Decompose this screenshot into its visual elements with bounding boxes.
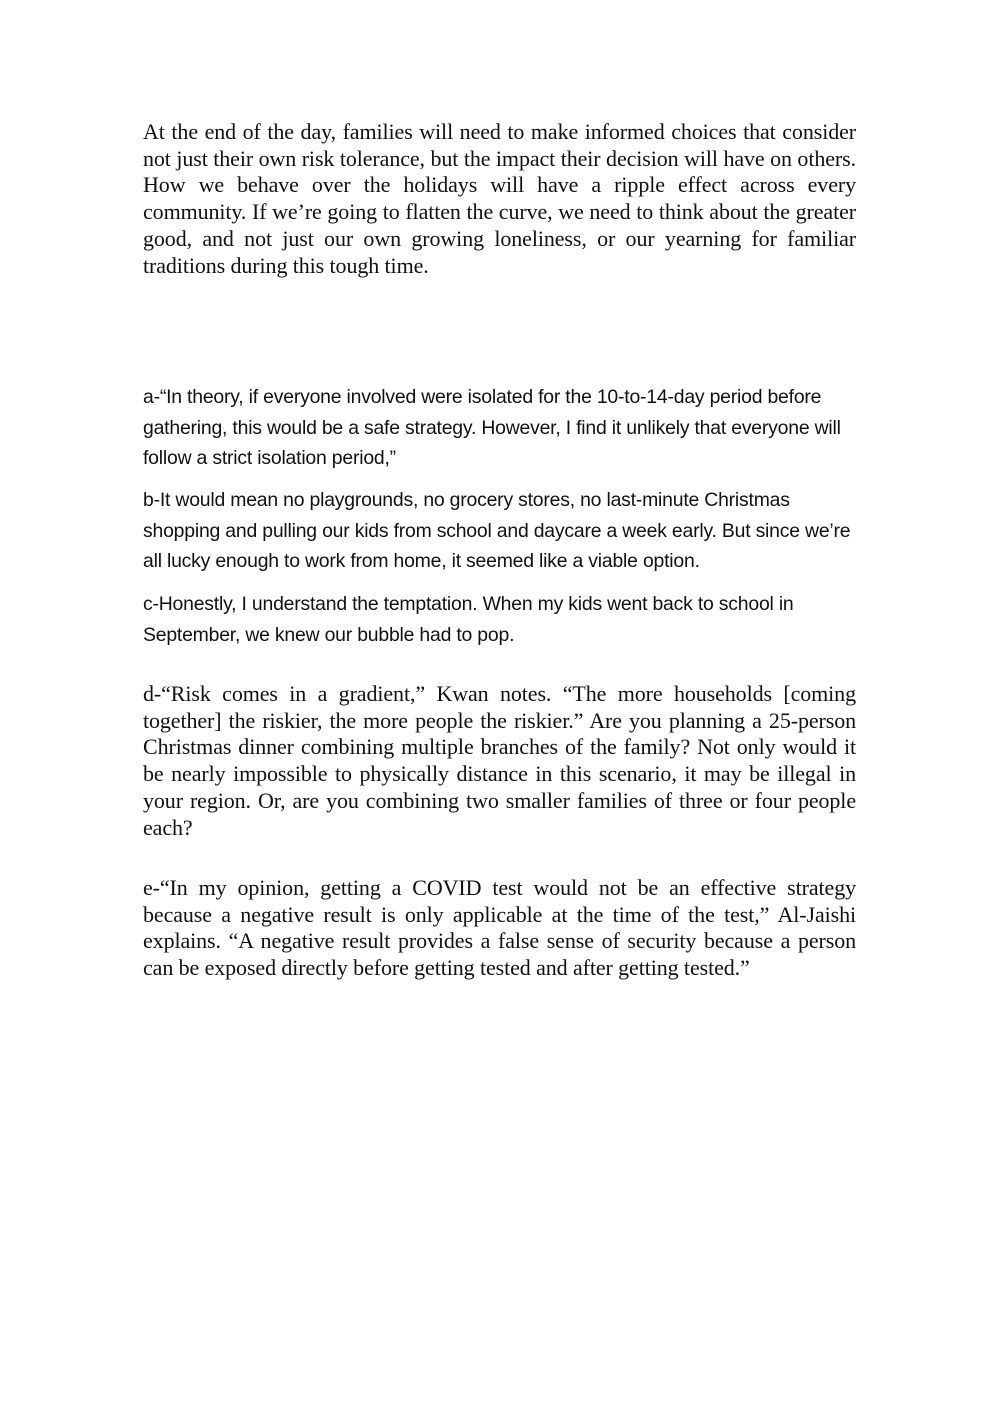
option-d-paragraph: d-“Risk comes in a gradient,” Kwan notes. “The more households [coming together] the riskier, the more people the riskier.” Are you planning a 25-person Christmas dinner combining multiple branches of the family? Not only would it be nearly impossible to physically distance in this scenario, it may be illegal in your region. Or, are you combining two smaller families of three or four people each? [143,681,856,840]
option-b-paragraph: b-It would mean no playgrounds, no grocery stores, no last-minute Christmas shopping and pulling our kids from school and daycare a week early. But since we’re all lucky enough to work from home, it seemed like a viable option. [143,489,851,572]
option-a-paragraph: a-“In theory, if everyone involved were isolated for the 10-to-14-day period before gathering, this would be a safe strategy. However, I find it unlikely that everyone will follow a strict isolation period,” [143,386,841,469]
option-c-paragraph: c-Honestly, I understand the temptation. When my kids went back to school in September, we knew our bubble had to pop. [143,593,794,646]
option-e-paragraph: e-“In my opinion, getting a COVID test would not be an effective strategy because a negative result is only applicable at the time of the test,” Al-Jaishi explains. “A negative result provides a false sense of security because a person can be exposed directly before getting tested and after getting tested.” [143,875,856,981]
intro-paragraph: At the end of the day, families will need to make informed choices that consider not just their own risk tolerance, but the impact their decision will have on others. How we behave over the holidays will have a ripple effect across every community. If we’re going to flatten the curve, we need to think about the greater good, and not just our own growing loneliness, or our yearning for familiar traditions during this tough time. [143,119,856,278]
